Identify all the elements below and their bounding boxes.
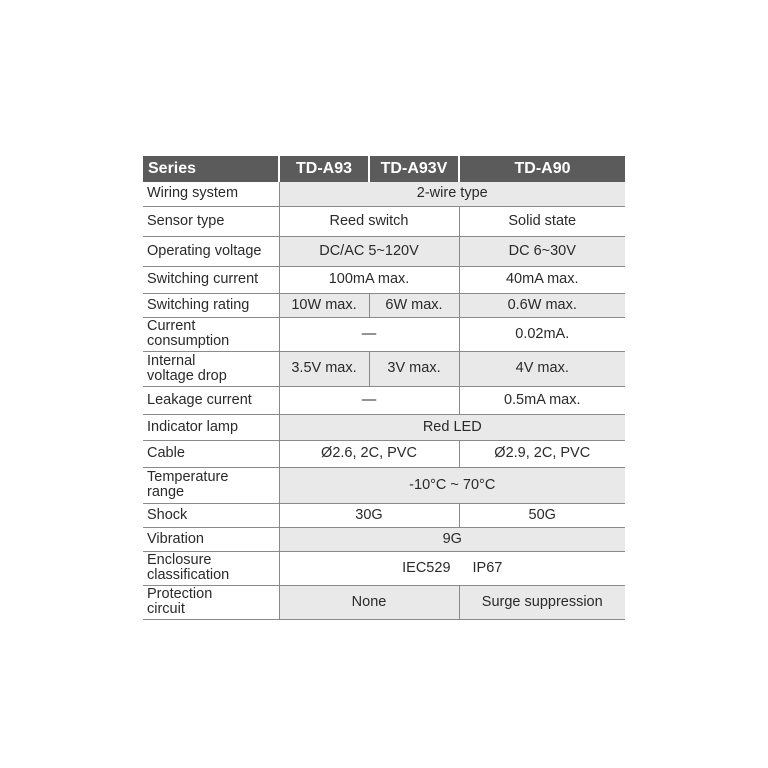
- value-cell-a93v: 3V max.: [369, 351, 459, 386]
- row-label-line-1: Current: [147, 318, 196, 334]
- row-leakage-current: [143, 386, 625, 414]
- specification-table: [143, 156, 625, 620]
- row-switching-current: [143, 266, 625, 293]
- value-cell-a93: Reed switch: [279, 206, 459, 236]
- value-cell-a93v: 6W max.: [369, 293, 459, 317]
- row-label: [143, 551, 279, 585]
- enclosure-iec-value: IEC529: [402, 559, 451, 576]
- row-label-line-1: Internal: [147, 352, 196, 369]
- row-shock: [143, 503, 625, 527]
- row-indicator-lamp: [143, 414, 625, 440]
- value-cell-a90: 40mA max.: [459, 266, 625, 293]
- value-cell-a93: 30G: [279, 503, 459, 527]
- value-cell-a90: DC 6~30V: [459, 236, 625, 266]
- value-cell-a90: 0.5mA max.: [459, 386, 625, 414]
- row-label: Shock: [143, 503, 279, 527]
- value-cell-a93: None: [279, 585, 459, 619]
- value-cell-a93: —: [279, 317, 459, 351]
- value-cell: 9G: [279, 527, 625, 551]
- row-label-line-1: Protection: [147, 586, 213, 602]
- row-temperature-range: [143, 467, 625, 503]
- row-label: Switching current: [143, 266, 279, 293]
- header-td-a93: TD-A93: [279, 156, 369, 182]
- row-label: Cable: [143, 440, 279, 467]
- value-cell: -10°C ~ 70°C: [279, 467, 625, 503]
- row-label: Leakage current: [143, 386, 279, 414]
- row-label: [143, 351, 279, 386]
- row-label-line-2: range: [147, 484, 185, 500]
- value-cell-a90: Surge suppression: [459, 585, 625, 619]
- enclosure-ip-value: IP67: [472, 559, 503, 576]
- value-cell-a90: Solid state: [459, 206, 625, 236]
- header-td-a93v: TD-A93V: [369, 156, 459, 182]
- row-label-line-2: voltage drop: [147, 367, 227, 384]
- row-label-line-2: circuit: [147, 601, 185, 617]
- row-label: Operating voltage: [143, 236, 279, 266]
- row-label: [143, 317, 279, 351]
- row-label: [143, 585, 279, 619]
- value-cell-a90: 4V max.: [459, 351, 625, 386]
- header-series: Series: [143, 156, 279, 182]
- row-current-consumption: [143, 317, 625, 351]
- header-td-a90: TD-A90: [459, 156, 625, 182]
- value-cell: Red LED: [279, 414, 625, 440]
- row-enclosure-classification: [143, 551, 625, 585]
- header-row: [143, 156, 625, 182]
- row-switching-rating: [143, 293, 625, 317]
- value-cell-a90: 0.02mA.: [459, 317, 625, 351]
- row-label: Sensor type: [143, 206, 279, 236]
- row-cable: [143, 440, 625, 467]
- value-cell: [279, 551, 625, 585]
- row-label: Switching rating: [143, 293, 279, 317]
- value-cell-a93: 100mA max.: [279, 266, 459, 293]
- value-cell-a93: 3.5V max.: [279, 351, 369, 386]
- row-internal-voltage-drop: [143, 351, 625, 386]
- value-cell-a90: Ø2.9, 2C, PVC: [459, 440, 625, 467]
- value-cell-a93: —: [279, 386, 459, 414]
- row-label: Vibration: [143, 527, 279, 551]
- row-label: Indicator lamp: [143, 414, 279, 440]
- row-label-line-1: Temperature: [147, 469, 229, 485]
- value-cell-a90: 0.6W max.: [459, 293, 625, 317]
- value-cell-a93: Ø2.6, 2C, PVC: [279, 440, 459, 467]
- value-cell: 2-wire type: [279, 182, 625, 206]
- row-label-line-2: consumption: [147, 333, 230, 349]
- row-label: Wiring system: [143, 182, 279, 206]
- row-label: [143, 467, 279, 503]
- value-cell-a93: DC/AC 5~120V: [279, 236, 459, 266]
- row-label-line-1: Enclosure: [147, 552, 212, 568]
- row-label-line-2: classification: [147, 567, 230, 583]
- row-wiring-system: [143, 182, 625, 206]
- row-sensor-type: [143, 206, 625, 236]
- row-operating-voltage: [143, 236, 625, 266]
- row-vibration: [143, 527, 625, 551]
- row-protection-circuit: [143, 585, 625, 619]
- value-cell-a93: 10W max.: [279, 293, 369, 317]
- value-cell-a90: 50G: [459, 503, 625, 527]
